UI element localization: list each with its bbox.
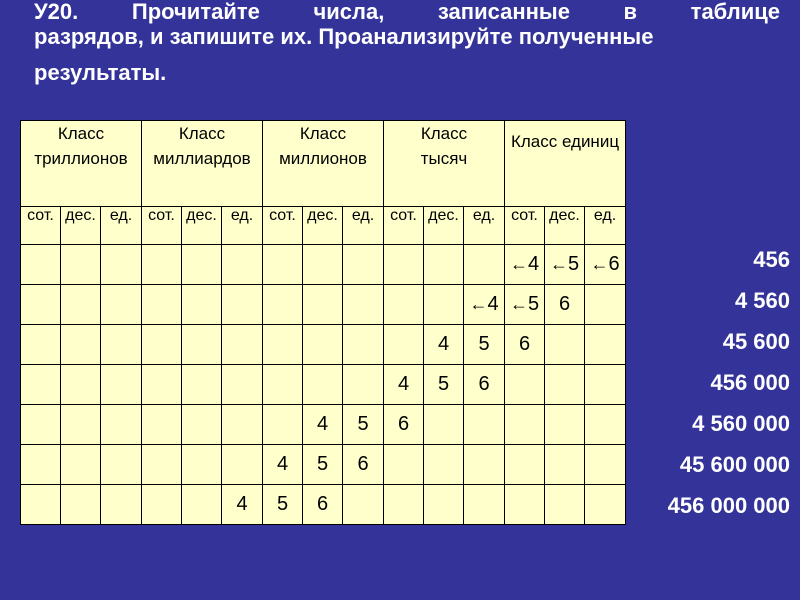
table-row xyxy=(21,405,626,445)
class-header-thousands xyxy=(384,121,505,207)
digit-value: 6 xyxy=(357,453,369,475)
table-row xyxy=(21,285,626,325)
digit-cell xyxy=(142,445,182,485)
task-text xyxy=(34,0,780,88)
digit-header: дес. xyxy=(424,207,464,245)
result-number: 456 xyxy=(753,247,790,272)
table-row xyxy=(21,445,626,485)
digit-cell xyxy=(182,325,222,365)
class-label: триллионов xyxy=(34,149,128,168)
digit-cell xyxy=(424,365,464,405)
digit-cell xyxy=(263,325,303,365)
digit-cell xyxy=(545,365,585,405)
digit-cell xyxy=(263,245,303,285)
task-word: числа, xyxy=(313,0,385,24)
digit-cell xyxy=(424,445,464,485)
class-label: Класс единиц xyxy=(510,132,620,151)
digit-header: сот. xyxy=(21,207,61,245)
result-number: 456 000 000 xyxy=(667,493,790,518)
digit-header: дес. xyxy=(303,207,343,245)
result-number: 45 600 xyxy=(722,329,790,354)
table-row xyxy=(21,325,626,365)
digit-cell xyxy=(182,405,222,445)
arrow-left-icon: ← xyxy=(549,254,568,274)
digit-cell xyxy=(343,245,384,285)
digit-cell xyxy=(505,245,545,285)
digit-cell xyxy=(182,445,222,485)
digit-cell xyxy=(61,405,101,445)
class-header-billions xyxy=(142,121,263,207)
digit-value: 4 xyxy=(316,413,329,435)
digit-cell xyxy=(101,285,142,325)
digit-cell xyxy=(142,405,182,445)
digit-cell xyxy=(384,485,424,525)
digit-cell xyxy=(424,325,464,365)
digit-header: сот. xyxy=(142,207,182,245)
digit-cell xyxy=(303,365,343,405)
digit-cell xyxy=(464,325,505,365)
digit-cell xyxy=(101,245,142,285)
digit-cell xyxy=(545,285,585,325)
digit-cell xyxy=(384,245,424,285)
digit-header: ед. xyxy=(585,207,626,245)
digit-cell xyxy=(384,445,424,485)
digit-cell xyxy=(263,285,303,325)
digit-cell xyxy=(464,445,505,485)
digit-cell xyxy=(61,325,101,365)
digit-cell xyxy=(61,485,101,525)
digit-value: 4 xyxy=(276,453,289,475)
task-word: в xyxy=(623,0,638,24)
arrow-left-icon: ← xyxy=(509,294,528,314)
digit-header: ед. xyxy=(343,207,384,245)
digit-cell xyxy=(505,485,545,525)
digit-cell xyxy=(182,285,222,325)
digit-cell xyxy=(21,405,61,445)
task-word: У20. xyxy=(34,0,79,24)
digit-cell xyxy=(303,285,343,325)
digit-cell xyxy=(464,365,505,405)
digit-cell xyxy=(505,405,545,445)
digit-value: 6 xyxy=(558,293,571,315)
digit-cell xyxy=(303,405,343,445)
digit-value: 4 xyxy=(437,333,450,355)
digit-cell xyxy=(343,325,384,365)
digit-cell xyxy=(101,445,142,485)
digit-cell xyxy=(263,405,303,445)
digit-cell xyxy=(303,245,343,285)
digit-cell xyxy=(222,325,263,365)
digit-cell xyxy=(182,365,222,405)
digit-cell xyxy=(424,405,464,445)
digit-cell xyxy=(21,445,61,485)
task-word: записанные xyxy=(437,0,570,24)
digit-value: 6 xyxy=(518,333,531,355)
digit-cell xyxy=(21,365,61,405)
digit-cell xyxy=(545,325,585,365)
digit-cell xyxy=(505,365,545,405)
digit-cell xyxy=(505,325,545,365)
class-label: миллионов xyxy=(279,149,367,168)
digit-cell xyxy=(343,445,384,485)
digit-cell xyxy=(384,325,424,365)
digit-header: дес. xyxy=(61,207,101,245)
digit-cell xyxy=(142,485,182,525)
class-label: Класс xyxy=(299,124,347,143)
digit-cell xyxy=(424,485,464,525)
digit-cell xyxy=(61,445,101,485)
result-number: 456 000 xyxy=(710,370,790,395)
arrow-left-icon: ← xyxy=(509,254,528,274)
digit-cell xyxy=(384,365,424,405)
class-header-units xyxy=(505,121,626,207)
digit-value: 5 xyxy=(567,253,580,275)
digit-value: 4 xyxy=(397,373,410,395)
digit-cell xyxy=(343,405,384,445)
digit-header: сот. xyxy=(384,207,424,245)
digit-header-row xyxy=(21,207,626,245)
digit-cell xyxy=(182,485,222,525)
digit-cell xyxy=(222,245,263,285)
digit-cell xyxy=(545,245,585,285)
digit-header: сот. xyxy=(263,207,303,245)
digit-value: 6 xyxy=(478,373,490,395)
digit-cell xyxy=(464,245,505,285)
digit-cell xyxy=(343,485,384,525)
digit-cell xyxy=(464,485,505,525)
task-word: Прочитайте xyxy=(131,0,260,24)
digit-cell xyxy=(263,365,303,405)
digit-header: ед. xyxy=(222,207,263,245)
task-line-1 xyxy=(34,0,780,24)
table-row xyxy=(21,245,626,285)
digit-cell xyxy=(142,325,182,365)
task-line-2: разрядов, и запишите их. Проанализируйте полученные xyxy=(34,24,654,49)
class-label: тысяч xyxy=(420,149,468,168)
digit-cell xyxy=(101,405,142,445)
digit-value: 5 xyxy=(527,293,540,315)
digit-cell xyxy=(61,245,101,285)
digit-cell xyxy=(505,445,545,485)
class-label: Класс xyxy=(178,124,226,143)
digit-cell xyxy=(424,285,464,325)
digit-cell xyxy=(222,285,263,325)
digit-cell xyxy=(464,285,505,325)
class-header-row xyxy=(21,121,626,207)
digit-value: 5 xyxy=(478,333,490,355)
digit-header: дес. xyxy=(182,207,222,245)
digit-cell xyxy=(222,445,263,485)
place-value-table xyxy=(20,120,626,525)
digit-cell xyxy=(303,485,343,525)
class-header-trillions xyxy=(21,121,142,207)
digit-cell xyxy=(21,325,61,365)
digit-value: 6 xyxy=(608,253,620,275)
digit-cell xyxy=(303,325,343,365)
digit-header: сот. xyxy=(505,207,545,245)
digit-cell xyxy=(21,245,61,285)
digit-cell xyxy=(343,285,384,325)
digit-cell xyxy=(545,445,585,485)
digit-cell xyxy=(21,285,61,325)
digit-value: 4 xyxy=(236,493,248,515)
digit-cell xyxy=(101,325,142,365)
digit-cell xyxy=(142,245,182,285)
digit-cell xyxy=(384,405,424,445)
arrow-left-icon: ← xyxy=(469,294,488,314)
digit-cell xyxy=(142,285,182,325)
digit-cell xyxy=(21,485,61,525)
digit-cell xyxy=(101,365,142,405)
digit-cell xyxy=(263,485,303,525)
digit-value: 5 xyxy=(357,413,369,435)
digit-cell xyxy=(303,445,343,485)
result-number: 4 560 xyxy=(734,288,790,313)
digit-value: 5 xyxy=(316,453,329,475)
digit-cell xyxy=(464,405,505,445)
table-row xyxy=(21,485,626,525)
digit-cell xyxy=(545,405,585,445)
task-line-3: результаты. xyxy=(34,60,167,85)
digit-value: 4 xyxy=(487,293,499,315)
result-number: 45 600 000 xyxy=(679,452,790,477)
digit-cell xyxy=(222,485,263,525)
digit-value: 5 xyxy=(437,373,450,395)
digit-value: 6 xyxy=(397,413,410,435)
digit-cell xyxy=(424,245,464,285)
digit-cell xyxy=(182,245,222,285)
digit-header: ед. xyxy=(464,207,505,245)
digit-header: дес. xyxy=(545,207,585,245)
table-row xyxy=(21,365,626,405)
digit-cell xyxy=(384,285,424,325)
digit-cell xyxy=(343,365,384,405)
results-column xyxy=(610,246,790,533)
digit-cell xyxy=(545,485,585,525)
digit-header: ед. xyxy=(101,207,142,245)
digit-cell xyxy=(263,445,303,485)
digit-cell xyxy=(222,365,263,405)
digit-cell xyxy=(61,365,101,405)
digit-cell xyxy=(142,365,182,405)
class-label: миллиардов xyxy=(153,149,251,168)
digit-value: 5 xyxy=(276,493,289,515)
arrow-left-icon: ← xyxy=(590,254,609,274)
class-header-millions xyxy=(263,121,384,207)
digit-cell xyxy=(505,285,545,325)
result-number: 4 560 000 xyxy=(692,411,790,436)
class-label: Класс xyxy=(57,124,105,143)
digit-value: 6 xyxy=(316,493,329,515)
digit-cell xyxy=(222,405,263,445)
digit-value: 4 xyxy=(527,253,540,275)
digit-cell xyxy=(101,485,142,525)
class-label: Класс xyxy=(420,124,468,143)
task-word: таблице xyxy=(690,0,780,24)
digit-cell xyxy=(61,285,101,325)
